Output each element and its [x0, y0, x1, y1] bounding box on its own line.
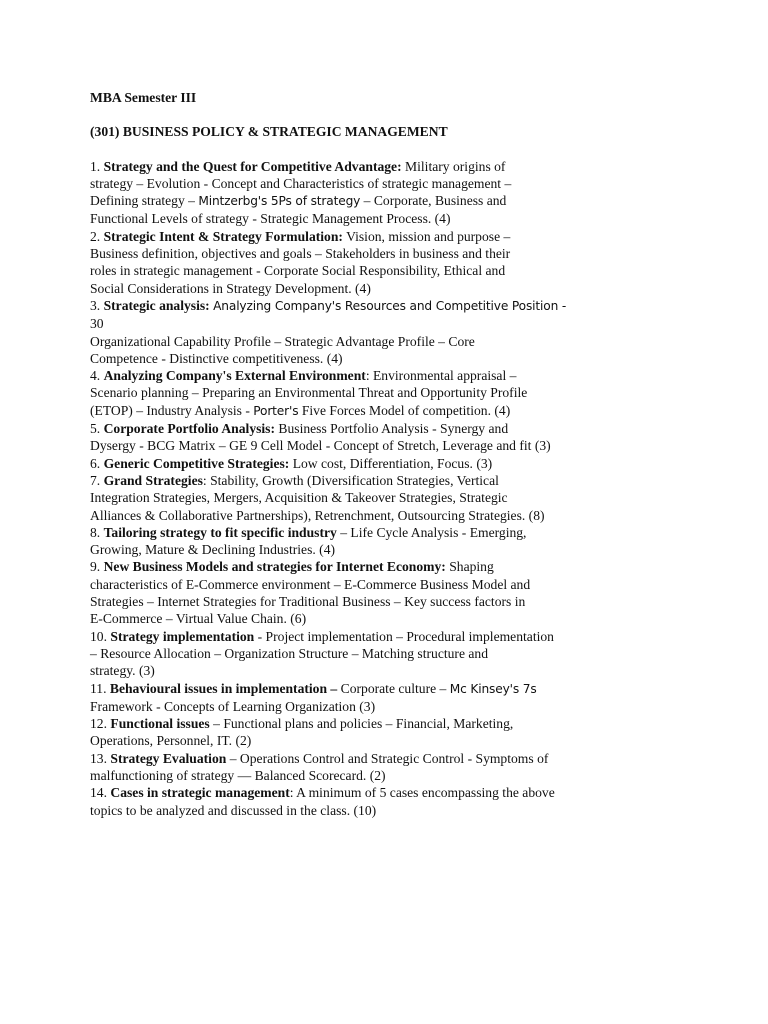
topic-text: Porter's [253, 403, 299, 418]
topic-text: 9. [90, 559, 104, 575]
topic-text: 6. [90, 455, 104, 471]
syllabus-line [90, 158, 620, 175]
syllabus-content [90, 89, 620, 819]
topic-heading: Strategic Intent & Strategy Formulation: [103, 228, 343, 244]
topic-text: Business definition, objectives and goals – Stakeholders in business and their [90, 246, 511, 262]
topic-text: Social Considerations in Strategy Development. (4) [90, 280, 371, 296]
topic-text: 11. [90, 680, 110, 696]
syllabus-line [90, 541, 620, 558]
syllabus-line [90, 384, 620, 401]
syllabus-line [90, 175, 620, 192]
topic-heading: Tailoring strategy to fit specific industry [103, 524, 337, 540]
topic-heading: New Business Models and strategies for Internet Economy: [103, 559, 446, 575]
topic-text: – Functional plans and policies – Financial, Marketing, [209, 716, 514, 732]
topic-text: Strategies – Internet Strategies for Traditional Business – Key success factors in [90, 594, 526, 610]
semester-heading: MBA Semester III [90, 90, 197, 105]
topic-heading: Corporate Portfolio Analysis: [103, 421, 276, 437]
topic-text: 2. [90, 228, 104, 244]
topic-text: 8. [90, 524, 104, 540]
topic-text: malfunctioning of strategy — Balanced Scorecard. (2) [90, 767, 386, 783]
syllabus-line [90, 715, 620, 732]
topic-text: 30 [90, 316, 104, 332]
topic-text: – Resource Allocation – Organization Structure – Matching structure and [90, 645, 489, 661]
topic-text: strategy. (3) [90, 663, 155, 679]
syllabus-line [90, 784, 620, 801]
syllabus-line [90, 402, 620, 420]
syllabus-line [90, 750, 620, 767]
topic-text: 4. [90, 368, 104, 384]
syllabus-line [90, 645, 620, 662]
topic-text: 13. [90, 750, 111, 766]
syllabus-line [90, 455, 620, 472]
topic-text: E-Commerce – Virtual Value Chain. (6) [90, 611, 307, 627]
topic-text: Business Portfolio Analysis - Synergy and [275, 421, 509, 437]
topic-text: Defining strategy – [90, 193, 199, 209]
syllabus-line [90, 610, 620, 627]
syllabus-line [90, 593, 620, 610]
topic-heading: Functional issues [110, 716, 210, 732]
topic-text: Military origins of [401, 158, 506, 174]
topic-text: Mintzerbg's 5Ps of strategy [198, 194, 361, 209]
syllabus-line [90, 420, 620, 437]
topic-text: Growing, Mature & Declining Industries. (4) [90, 542, 336, 558]
syllabus-line [90, 192, 620, 210]
topic-heading: Strategy implementation [110, 628, 255, 644]
syllabus-line [90, 297, 620, 315]
topic-text: : Environmental appraisal – [365, 368, 517, 384]
syllabus-line [90, 680, 620, 698]
syllabus-line [90, 245, 620, 262]
topic-heading: Strategic analysis: [103, 297, 210, 313]
topic-text: topics to be analyzed and discussed in the class. (10) [90, 802, 377, 818]
topic-text: Analyzing Company's Resources and Competitive Position - [213, 298, 567, 313]
topic-text: : A minimum of 5 cases encompassing the above [289, 785, 555, 801]
syllabus-line [90, 333, 620, 350]
syllabus-line [90, 350, 620, 367]
topic-heading: Cases in strategic management [110, 785, 290, 801]
topic-text: Functional Levels of strategy - Strategic Management Process. (4) [90, 211, 451, 227]
syllabus-line [90, 472, 620, 489]
topic-text: 12. [90, 716, 111, 732]
topic-text: Organizational Capability Profile – Strategic Advantage Profile – Core [90, 333, 475, 349]
syllabus-line [90, 802, 620, 819]
topic-text: Competence - Distinctive competitiveness. (4) [90, 350, 343, 366]
syllabus-line [90, 698, 620, 715]
topic-text: Five Forces Model of competition. (4) [298, 402, 511, 418]
topic-heading: Strategy Evaluation [110, 750, 227, 766]
topic-text: 5. [90, 421, 104, 437]
topic-text: 3. [90, 297, 104, 313]
topic-heading: Generic Competitive Strategies: [103, 455, 290, 471]
topic-text: Low cost, Differentiation, Focus. (3) [289, 455, 493, 471]
topic-text: Dysergy - BCG Matrix – GE 9 Cell Model - Concept of Stretch, Leverage and fit (3) [90, 438, 551, 454]
syllabus-line [90, 228, 620, 245]
course-title: (301) BUSINESS POLICY & STRATEGIC MANAGEMENT [90, 124, 448, 140]
syllabus-line [90, 507, 620, 524]
topic-text: 10. [90, 628, 111, 644]
topic-text: strategy – Evolution - Concept and Characteristics of strategic management – [90, 175, 512, 191]
topic-text: Vision, mission and purpose – [342, 228, 511, 244]
syllabus-line [90, 576, 620, 593]
topic-text: – Life Cycle Analysis - Emerging, [336, 524, 527, 540]
topic-text: – Operations Control and Strategic Control - Symptoms of [226, 750, 549, 766]
topic-text: (ETOP) – Industry Analysis - [90, 402, 254, 418]
syllabus-line [90, 210, 620, 227]
syllabus-line [90, 524, 620, 541]
topic-text: : Stability, Growth (Diversification Strategies, Vertical [202, 472, 499, 488]
topic-text: Corporate culture – [337, 680, 450, 696]
syllabus-line [90, 437, 620, 454]
syllabus-line [90, 732, 620, 749]
topic-text: characteristics of E-Commerce environment – E-Commerce Business Model and [90, 576, 531, 592]
topic-text: – Corporate, Business and [360, 193, 507, 209]
topic-heading: Grand Strategies [103, 472, 203, 488]
syllabus-line [90, 280, 620, 297]
topic-text: 7. [90, 472, 104, 488]
syllabus-line [90, 367, 620, 384]
topic-text: 14. [90, 785, 111, 801]
syllabus-topics [90, 158, 620, 819]
syllabus-line [90, 262, 620, 279]
topic-text: 1. [90, 158, 104, 174]
syllabus-line [90, 662, 620, 679]
topic-text: roles in strategic management - Corporate Social Responsibility, Ethical and [90, 263, 506, 279]
topic-heading: Behavioural issues in implementation – [109, 680, 338, 696]
topic-text: Alliances & Collaborative Partnerships), Retrenchment, Outsourcing Strategies. (8) [90, 507, 545, 523]
topic-text: Framework - Concepts of Learning Organization (3) [90, 698, 376, 714]
syllabus-line [90, 628, 620, 645]
topic-heading: Analyzing Company's External Environment [103, 368, 366, 384]
topic-text: Integration Strategies, Mergers, Acquisition & Takeover Strategies, Strategic [90, 490, 508, 506]
topic-text: - Project implementation – Procedural implementation [254, 628, 554, 644]
syllabus-line [90, 315, 620, 332]
syllabus-line [90, 767, 620, 784]
topic-text: Operations, Personnel, IT. (2) [90, 733, 252, 749]
topic-text: Scenario planning – Preparing an Environmental Threat and Opportunity Profile [90, 385, 528, 401]
topic-heading: Strategy and the Quest for Competitive Advantage: [103, 158, 402, 174]
syllabus-line [90, 489, 620, 506]
syllabus-line [90, 558, 620, 575]
topic-text: Mc Kinsey's 7s [449, 681, 537, 696]
topic-text: Shaping [445, 559, 494, 575]
